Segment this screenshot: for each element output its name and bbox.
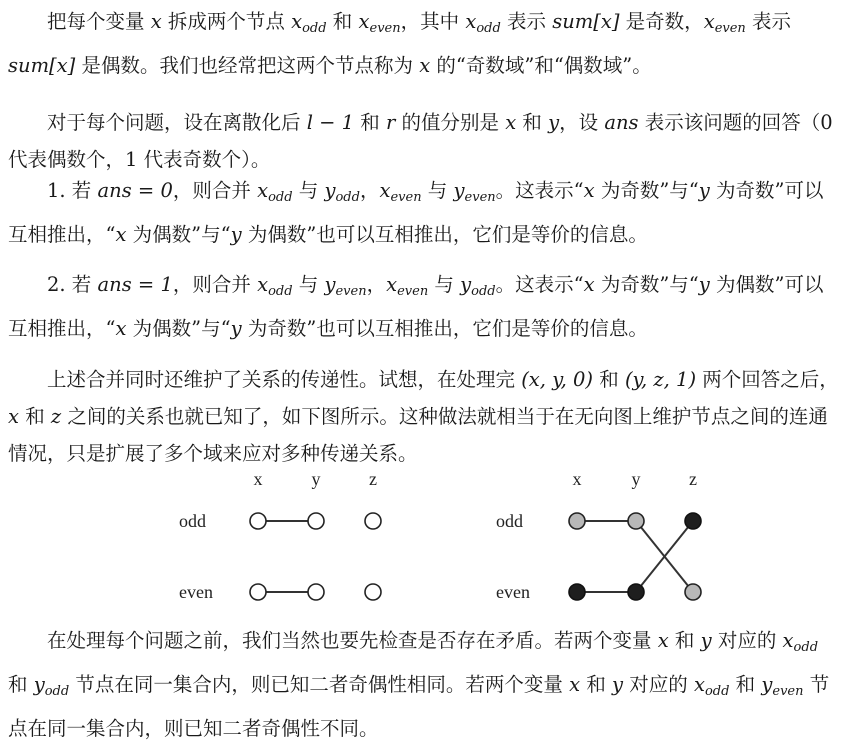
left-col-label-y: y bbox=[311, 469, 321, 489]
right-row-label-odd: odd bbox=[496, 511, 523, 531]
right-row-label-even: even bbox=[496, 582, 530, 602]
right-node-y-even bbox=[628, 584, 644, 600]
paragraph-4: 2. 若 ans = 1，则合并 $x_{odd}$ 与 $y_{even}$，$x_{even}$ 与 $y_{odd}$。这表示“x 为奇数”与“y 为偶数”可以互相推出，“x 为偶数”与“y 为奇数”也可以互相推出，它们是等价的信息。 bbox=[8, 273, 824, 340]
paragraph-5: 上述合并同时还维护了关系的传递性。试想，在处理完 (x, y, 0) 和 (y, z, 1) 两个回答之后，x 和 z 之间的关系也就已知了，如下图所示。这种做法就相当于在无向图上维护节点之间的连通情况，只是扩展了多个域来应对多种传递关系。 bbox=[8, 368, 839, 465]
left-node-x-even bbox=[250, 584, 266, 600]
right-node-x-odd bbox=[569, 513, 585, 529]
right-node-z-even bbox=[685, 584, 701, 600]
right-node-x-even bbox=[569, 584, 585, 600]
left-node-x-odd bbox=[250, 513, 266, 529]
left-node-z-odd bbox=[365, 513, 381, 529]
right-node-y-odd bbox=[628, 513, 644, 529]
right-node-z-odd bbox=[685, 513, 701, 529]
left-col-label-x: x bbox=[253, 469, 263, 489]
paragraph-1: 把每个变量 x 拆成两个节点 $x_{odd}$ 和 $x_{even}$，其中 $x_{odd}$ 表示 sum[x] 是奇数，$x_{even}$ 表示 sum[x] 是偶数。我们也经常把这两个节点称为 x 的“奇数域”和“偶数域”。 bbox=[8, 10, 791, 77]
paragraph-2: 对于每个问题，设在离散化后 l − 1 和 r 的值分别是 x 和 y，设 ans 表示该问题的回答（0 代表偶数个，1 代表奇数个）。 bbox=[8, 111, 833, 171]
diagram-left bbox=[179, 469, 381, 602]
paragraph-6: 在处理每个问题之前，我们当然也要先检查是否存在矛盾。若两个变量 x 和 y 对应的 $x_{odd}$ 和 $y_{odd}$ 节点在同一集合内，则已知二者奇偶性相同。若两个变量 x 和 y 对应的 $x_{odd}$ 和 $y_{even}$ 节点在同一集合内，则已知二者奇偶性不同。 bbox=[8, 629, 830, 740]
left-col-label-z: z bbox=[369, 469, 377, 489]
right-col-label-z: z bbox=[689, 469, 697, 489]
left-node-y-even bbox=[308, 584, 324, 600]
right-col-label-y: y bbox=[631, 469, 641, 489]
left-row-label-odd: odd bbox=[179, 511, 206, 531]
left-node-y-odd bbox=[308, 513, 324, 529]
diagram-right bbox=[496, 469, 701, 602]
right-col-label-x: x bbox=[572, 469, 582, 489]
left-row-label-even: even bbox=[179, 582, 213, 602]
paragraph-3: 1. 若 ans = 0，则合并 $x_{odd}$ 与 $y_{odd}$，$x_{even}$ 与 $y_{even}$。这表示“x 为奇数”与“y 为奇数”可以互相推出，“x 为偶数”与“y 为偶数”也可以互相推出，它们是等价的信息。 bbox=[8, 179, 824, 246]
left-node-z-even bbox=[365, 584, 381, 600]
